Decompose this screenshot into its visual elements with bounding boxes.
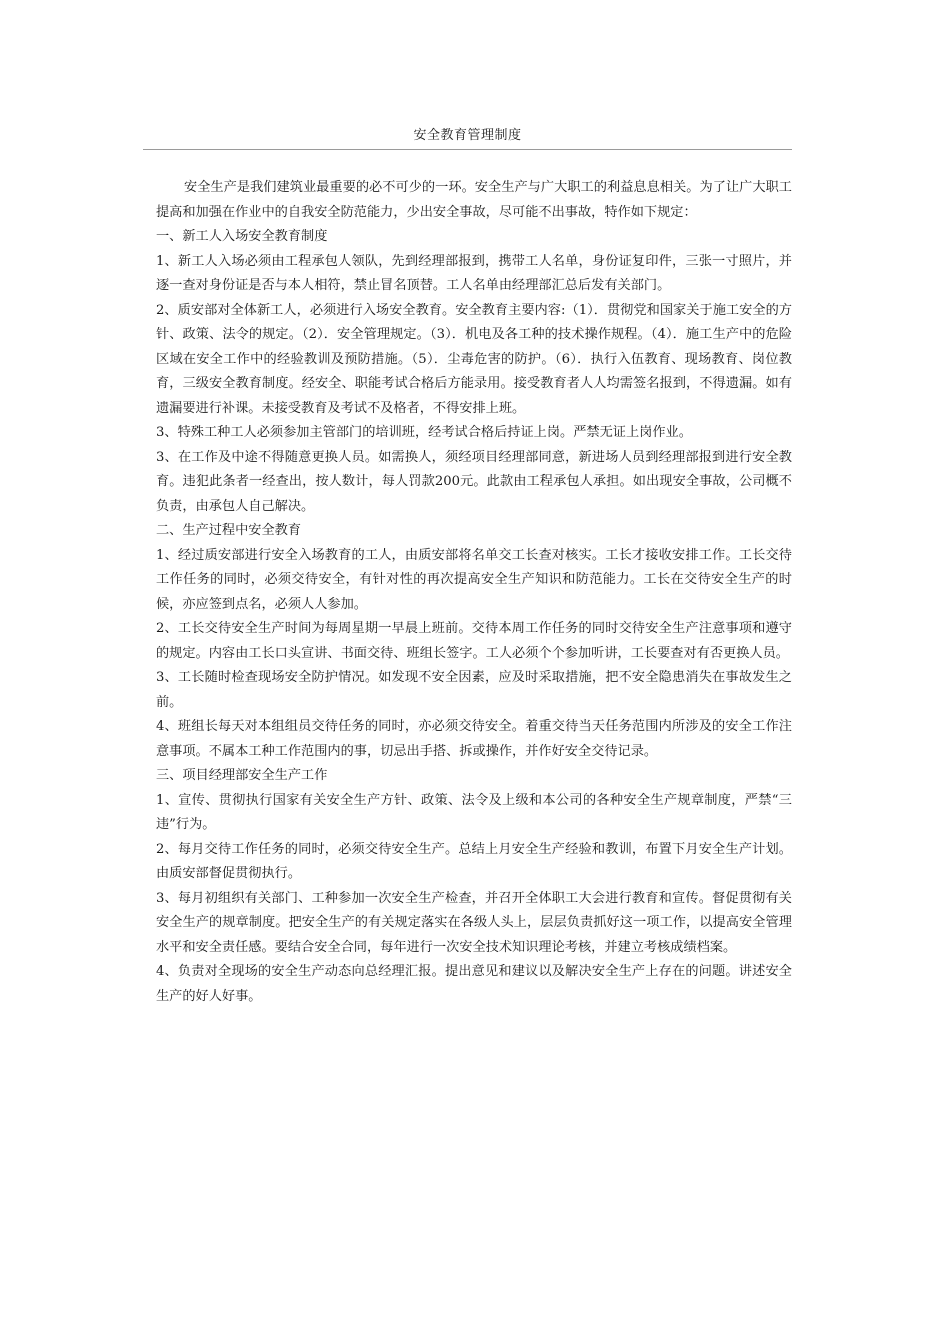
section-1-item-2: 2、质安部对全体新工人，必须进行入场安全教育。安全教育主要内容:（1）．贯彻党和国家关于施工安全的方针、政策、法令的规定。（2）．安全管理规定。（3）．机电及各工种的技术操作规程。（4）．施工生产中的危险区域在安全工作中的经验教训及预防措施。（5）．尘毒危害的防护。（6）．执行入伍教育、现场教育、岗位教育，三级安全教育制度。经安全、职能考试合格后方能录用。接受教育者人人均需签名报到，不得遗漏。如有遗漏要进行补课。未接受教育及考试不及格者，不得安排上班。	[156, 302, 792, 416]
intro-paragraph: 安全生产是我们建筑业最重要的必不可少的一环。安全生产与广大职工的利益息息相关。为了让广大职工提高和加强在作业中的自我安全防范能力，少出安全事故，尽可能不出事故，特作如下规定：	[156, 180, 792, 220]
section-heading-3: 三、项目经理部安全生产工作	[156, 768, 328, 783]
title-divider	[143, 149, 792, 150]
document-body	[156, 176, 792, 1009]
section-2-item-1: 1、经过质安部进行安全入场教育的工人，由质安部将名单交工长查对核实。工长才接收安排工作。工长交待工作任务的同时，必须交待安全，有针对性的再次提高安全生产知识和防范能力。工长在交待安全生产的时候，亦应签到点名，必须人人参加。	[156, 547, 792, 612]
section-3-item-3: 3、每月初组织有关部门、工种参加一次安全生产检查，并召开全体职工大会进行教育和宣传。督促贯彻有关安全生产的规章制度。把安全生产的有关规定落实在各级人头上，层层负责抓好这一项工作，以提高安全管理水平和安全责任感。要结合安全合同，每年进行一次安全技术知识理论考核，并建立考核成绩档案。	[156, 890, 792, 955]
section-heading-1: 一、新工人入场安全教育制度	[156, 229, 328, 244]
section-2-item-2: 2、工长交待安全生产时间为每周星期一早晨上班前。交待本周工作任务的同时交待安全生产注意事项和遵守的规定。内容由工长口头宣讲、书面交待、班组长签字。工人必须个个参加听讲，工长要查对有否更换人员。	[156, 621, 792, 661]
section-1-item-4: 3、在工作及中途不得随意更换人员。如需换人，须经项目经理部同意，新进场人员到经理部报到进行安全教育。违犯此条者一经查出，按人数计，每人罚款200元。此款由工程承包人承担。如出现安全事故，公司概不负责，由承包人自己解决。	[156, 449, 792, 514]
document-title: 安全教育管理制度	[413, 128, 522, 143]
section-3-item-2: 2、每月交待工作任务的同时，必须交待安全生产。总结上月安全生产经验和教训，布置下月安全生产计划。由质安部督促贯彻执行。	[156, 841, 792, 881]
section-1-item-1: 1、新工人入场必须由工程承包人领队，先到经理部报到，携带工人名单，身份证复印件，三张一寸照片，并逐一查对身份证是否与本人相符，禁止冒名顶替。工人名单由经理部汇总后发有关部门。	[156, 253, 792, 293]
section-1-item-3: 3、特殊工种工人必须参加主管部门的培训班，经考试合格后持证上岗。严禁无证上岗作业。	[156, 425, 692, 440]
section-heading-2: 二、生产过程中安全教育	[156, 523, 302, 538]
section-3-item-1: 1、宣传、贯彻执行国家有关安全生产方针、政策、法令及上级和本公司的各种安全生产规章制度，严禁“三违”行为。	[156, 792, 792, 832]
section-3-item-4: 4、负责对全现场的安全生产动态向总经理汇报。提出意见和建议以及解决安全生产上存在的问题。讲述安全生产的好人好事。	[156, 964, 792, 1004]
section-2-item-4: 4、班组长每天对本组组员交待任务的同时，亦必须交待安全。着重交待当天任务范围内所涉及的安全工作注意事项。不属本工种工作范围内的事，切忌出手搭、拆或操作，并作好安全交待记录。	[156, 719, 792, 759]
section-2-item-3: 3、工长随时检查现场安全防护情况。如发现不安全因素，应及时采取措施，把不安全隐患消失在事故发生之前。	[156, 670, 792, 710]
